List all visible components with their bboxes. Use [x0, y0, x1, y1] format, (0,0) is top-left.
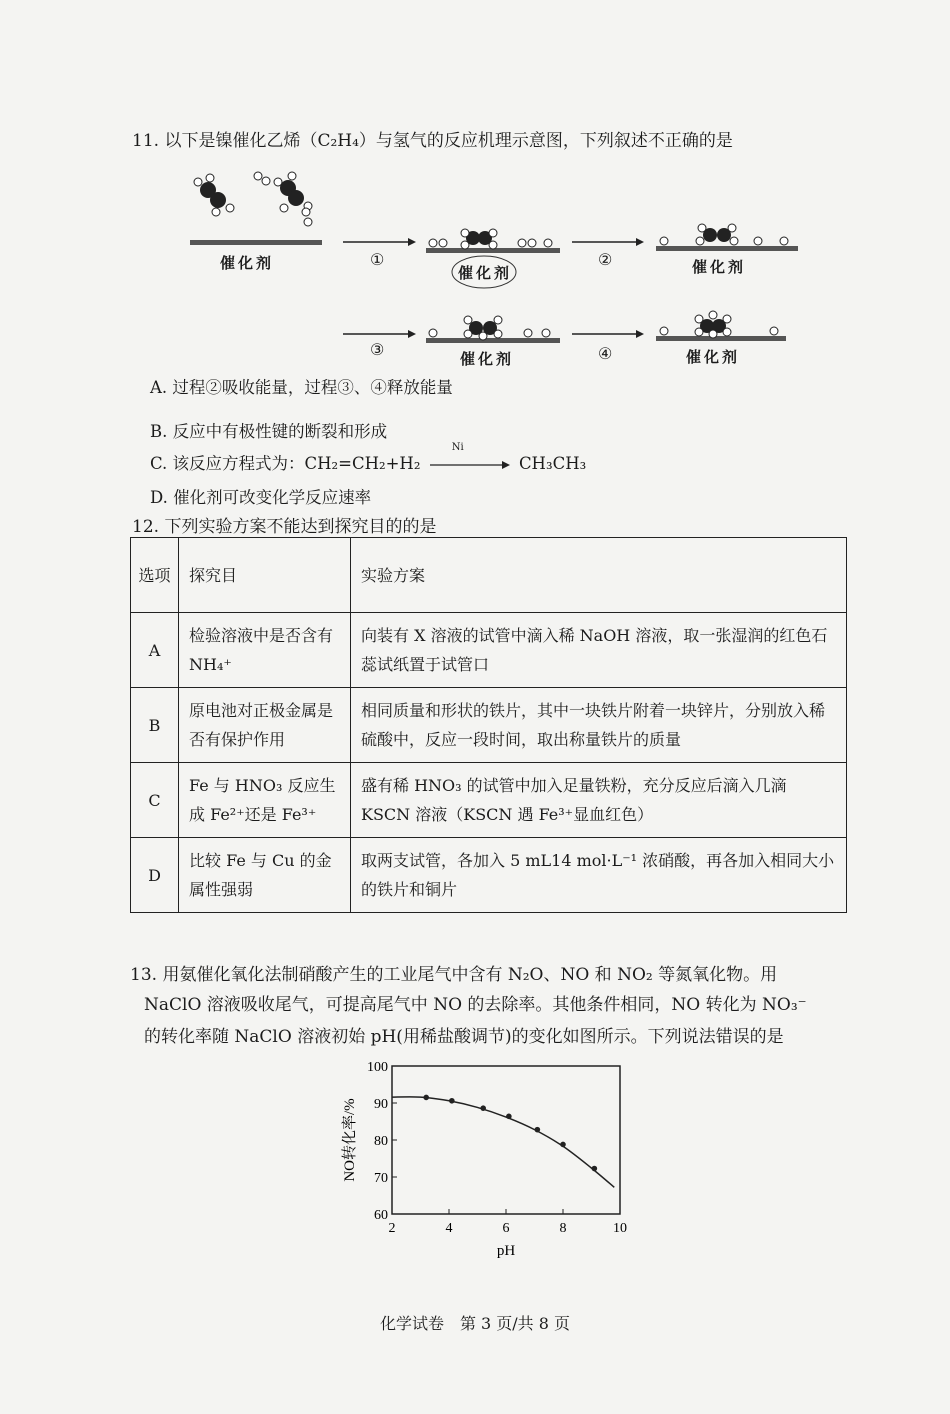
- table-row: [131, 838, 847, 913]
- catalyst-label: 催化剂: [458, 264, 513, 282]
- x-tick-label: 8: [559, 1221, 567, 1236]
- y-tick-label: 100: [367, 1060, 388, 1075]
- q11-mechanism-diagram: [180, 168, 820, 388]
- q13-stem-line-3: 的转化率随 NaClO 溶液初始 pH(用稀盐酸调节)的变化如图所示。下列说法错误的是: [144, 1027, 784, 1047]
- reaction-condition: Ni: [451, 442, 464, 453]
- q11-option-a: A. 过程②吸收能量，过程③、④释放能量: [150, 378, 453, 397]
- row-goal: 比较 Fe 与 Cu 的金属性强弱: [179, 838, 351, 913]
- q11-option-b: B. 反应中有极性键的断裂和形成: [150, 422, 388, 441]
- q11-option-c: [150, 442, 587, 474]
- data-point: [592, 1166, 598, 1172]
- q11-option-c-text: C. 该反应方程式为：CH₂=CH₂+H₂: [150, 454, 421, 473]
- step-label-2: ②: [598, 250, 613, 269]
- x-axis-label: pH: [496, 1243, 516, 1259]
- q13-stem-line-1: 13. 用氨催化氧化法制硝酸产生的工业尾气中含有 N₂O、NO 和 NO₂ 等氮氧化物。用: [130, 965, 778, 985]
- row-plan: 盛有稀 HNO₃ 的试管中加入足量铁粉，充分反应后滴入几滴 KSCN 溶液（KSCN 遇 Fe³⁺显血红色）: [351, 763, 847, 838]
- ethylene-molecule-icon: [194, 174, 234, 216]
- row-plan: 向装有 X 溶液的试管中滴入稀 NaOH 溶液，取一张湿润的红色石蕊试纸置于试管口: [351, 613, 847, 688]
- catalyst-label: 催化剂: [460, 350, 515, 368]
- catalyst-surface-icon: [656, 246, 798, 251]
- catalyst-label: 催化剂: [686, 348, 741, 366]
- catalyst-label: 催化剂: [220, 254, 275, 272]
- data-point: [480, 1105, 486, 1111]
- header-goal: 探究目: [179, 538, 351, 613]
- y-tick-label: 60: [374, 1208, 388, 1223]
- data-point: [535, 1127, 541, 1133]
- page-footer: 化学试卷 第 3 页/共 8 页: [379, 1314, 571, 1333]
- step-label-1: ①: [370, 250, 385, 269]
- ethylene-molecule-icon: [274, 172, 312, 212]
- row-option: C: [131, 763, 179, 838]
- row-goal: 原电池对正极金属是否有保护作用: [179, 688, 351, 763]
- x-tick-label: 6: [502, 1221, 510, 1236]
- x-tick-label: 4: [445, 1221, 453, 1236]
- plot-frame: [392, 1066, 620, 1214]
- x-tick-label: 10: [613, 1221, 627, 1236]
- y-tick-label: 70: [374, 1171, 388, 1186]
- step-label-4: ④: [598, 344, 613, 363]
- row-plan: 相同质量和形状的铁片，其中一块铁片附着一块锌片，分别放入稀硫酸中，反应一段时间，取出称量铁片的质量: [351, 688, 847, 763]
- table-header-row: [131, 538, 847, 613]
- table-row: [131, 688, 847, 763]
- q12-stem: 12. 下列实验方案不能达到探究目的的是: [132, 517, 437, 537]
- y-tick-label: 80: [374, 1134, 388, 1149]
- reaction-arrow: [430, 442, 510, 473]
- step-label-3: ③: [370, 340, 385, 359]
- row-goal: Fe 与 HNO₃ 反应生成 Fe²⁺还是 Fe³⁺: [179, 763, 351, 838]
- q11-option-d: D. 催化剂可改变化学反应速率: [150, 488, 372, 507]
- row-goal: 检验溶液中是否含有NH₄⁺: [179, 613, 351, 688]
- header-option: 选项: [131, 538, 179, 613]
- row-plan: 取两支试管，各加入 5 mL14 mol·L⁻¹ 浓硝酸，再各加入相同大小的铁片和铜片: [351, 838, 847, 913]
- row-option: A: [131, 613, 179, 688]
- experiment-table: [130, 537, 847, 913]
- reaction-product: CH₃CH₃: [518, 454, 587, 473]
- data-point: [423, 1095, 429, 1101]
- catalyst-surface-icon: [190, 240, 322, 245]
- table-row: [131, 763, 847, 838]
- catalyst-label: 催化剂: [692, 258, 747, 276]
- q11-stem: 11. 以下是镍催化乙烯（C₂H₄）与氢气的反应机理示意图，下列叙述不正确的是: [132, 131, 733, 151]
- row-option: D: [131, 838, 179, 913]
- data-point: [560, 1142, 566, 1148]
- q13-stem-line-2: NaClO 溶液吸收尾气，可提高尾气中 NO 的去除率。其他条件相同，NO 转化为 NO₃⁻: [144, 995, 807, 1015]
- conversion-chart: [330, 1052, 640, 1262]
- header-plan: 实验方案: [351, 538, 847, 613]
- data-point: [449, 1098, 455, 1104]
- row-option: B: [131, 688, 179, 763]
- y-tick-label: 90: [374, 1097, 388, 1112]
- data-point: [506, 1114, 512, 1120]
- conversion-curve: [392, 1097, 614, 1188]
- catalyst-surface-icon: [426, 338, 560, 343]
- table-row: [131, 613, 847, 688]
- catalyst-surface-icon: [656, 336, 786, 341]
- x-tick-label: 2: [388, 1221, 396, 1236]
- y-axis-label: NO转化率/%: [342, 1098, 358, 1182]
